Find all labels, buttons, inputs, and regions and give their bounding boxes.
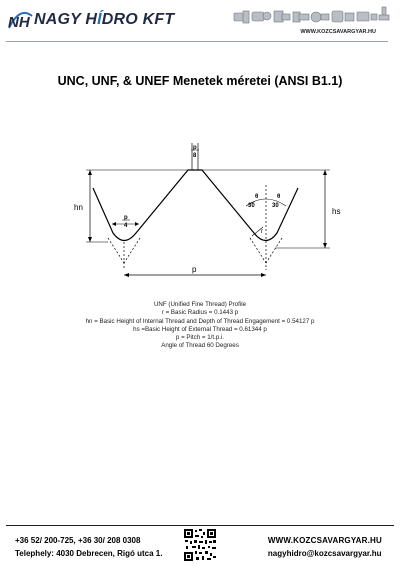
caption-line: p = Pitch = 1/t.p.i. bbox=[175, 334, 225, 342]
header-website-url: WWW.KOZCSAVARGYAR.HU bbox=[300, 29, 376, 35]
thread-profile-diagram bbox=[0, 130, 400, 280]
pitch-label: p bbox=[192, 265, 197, 274]
footer-address: Telephely: 4030 Debrecen, Rigó utca 1. bbox=[15, 549, 163, 558]
thread-profile-caption bbox=[0, 301, 400, 351]
caption-line: UNF (Unified Fine Thread) Profile bbox=[153, 301, 247, 308]
page-title: UNC, UNF, & UNEF Menetek méretei (ANSI B1.1) bbox=[57, 74, 343, 88]
header-divider bbox=[6, 41, 388, 42]
footer-divider bbox=[6, 525, 394, 526]
p-over-4-numerator: p bbox=[124, 215, 128, 221]
qr-code-icon bbox=[183, 528, 217, 562]
angle-left-label: 30 bbox=[248, 203, 255, 209]
footer-website[interactable]: WWW.KOZCSAVARGYAR.HU bbox=[267, 536, 382, 545]
p-over-8-denominator: 8 bbox=[193, 153, 197, 159]
caption-line: hs =Basic Height of External Thread = 0.61344 p bbox=[133, 325, 267, 333]
angle-right-label: 30 bbox=[272, 203, 279, 209]
footer-web-contact bbox=[268, 534, 382, 560]
footer-contact bbox=[15, 534, 162, 560]
brand-name: NAGY HÍDRO KFT bbox=[34, 11, 175, 28]
theta-right-label: θ bbox=[277, 194, 281, 200]
radius-label: r bbox=[261, 229, 263, 235]
caption-line: Angle of Thread 60 Degrees bbox=[161, 342, 239, 350]
footer-phone: +36 52/ 200-725, +36 30/ 208 0308 bbox=[15, 536, 141, 545]
p-over-4-denominator: 4 bbox=[124, 223, 128, 229]
caption-line: r = Basic Radius = 0.1443 p bbox=[161, 309, 239, 317]
caption-line: hn = Basic Height of Internal Thread and Depth of Thread Engagement = 0.54127 p bbox=[85, 317, 315, 325]
page-header bbox=[0, 0, 400, 48]
svg-text:NH: NH bbox=[8, 14, 30, 31]
p-over-8-numerator: p bbox=[193, 145, 197, 151]
nh-logo-icon bbox=[6, 8, 34, 32]
theta-left-label: θ bbox=[255, 194, 259, 200]
footer-email[interactable]: nagyhidro@kozcsavargyar.hu bbox=[267, 549, 382, 558]
hydraulic-fittings-image bbox=[232, 6, 392, 28]
hn-label: hn bbox=[74, 203, 83, 212]
hs-label: hs bbox=[332, 207, 341, 216]
